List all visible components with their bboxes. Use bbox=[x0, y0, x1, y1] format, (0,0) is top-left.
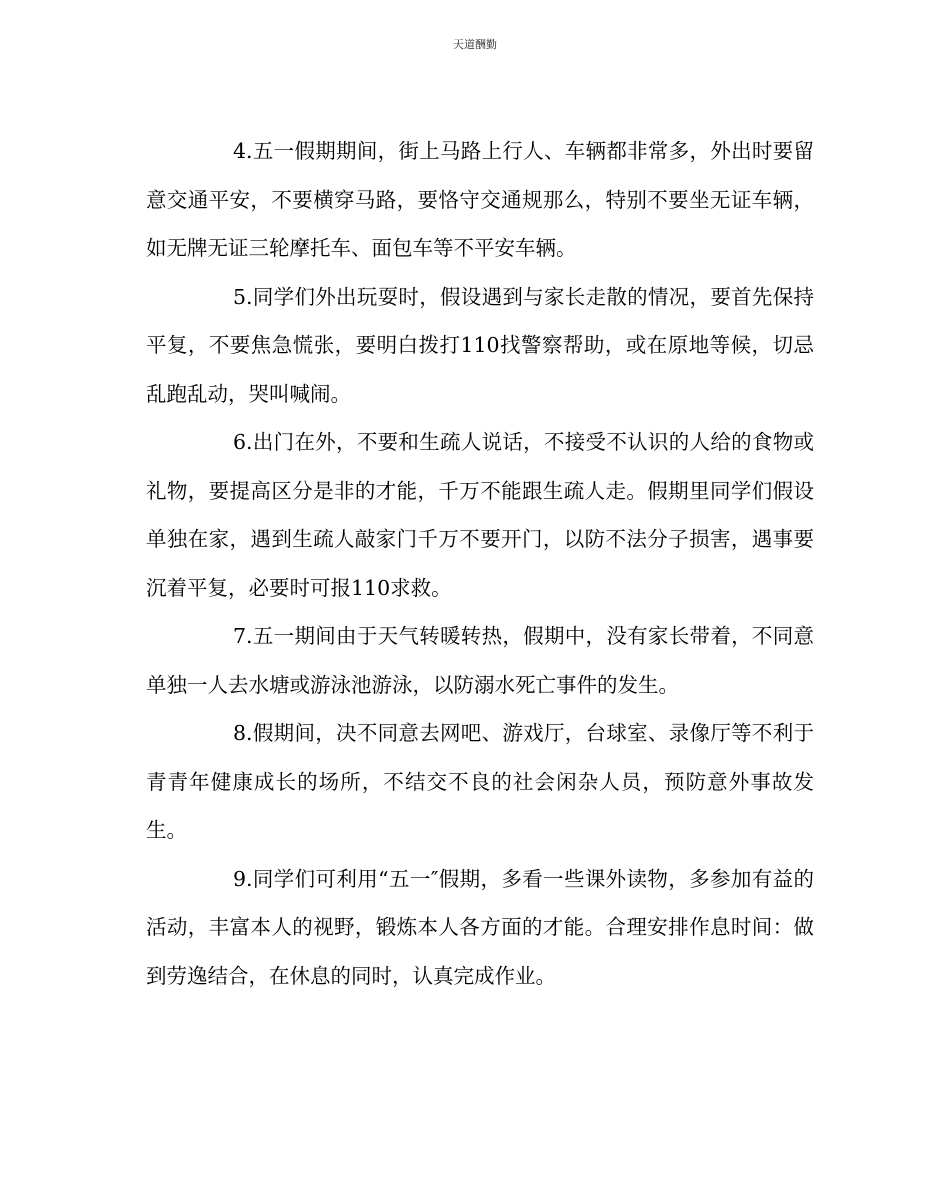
paragraph-item-7: 7.五一期间由于天气转暖转热，假期中，没有家长带着，不同意单独一人去水塘或游泳池游泳，以防溺水死亡事件的发生。 bbox=[146, 624, 814, 697]
paragraph-item-4: 4.五一假期期间，街上马路上行人、车辆都非常多，外出时要留意交通平安，不要横穿马路，要恪守交通规那么，特别不要坐无证车辆，如无牌无证三轮摩托车、面包车等不平安车辆。 bbox=[146, 139, 814, 260]
paragraph-item-5: 5.同学们外出玩耍时，假设遇到与家长走散的情况，要首先保持平复，不要焦急慌张，要明白拨打110找警察帮助，或在原地等候，切忌乱跑乱动，哭叫喊闹。 bbox=[146, 284, 814, 406]
page-header: 天道酬勤 bbox=[453, 38, 497, 51]
paragraph-item-8: 8.假期间，决不同意去网吧、游戏厅，台球室、录像厅等不利于青青年健康成长的场所，不结交不良的社会闲杂人员，预防意外事故发生。 bbox=[146, 721, 814, 842]
paragraph-item-6: 6.出门在外，不要和生疏人说话，不接受不认识的人给的食物或礼物，要提高区分是非的才能，千万不能跟生疏人走。假期里同学们假设单独在家，遇到生疏人敲家门千万不要开门，以防不法分子损害，遇事要沉着平复，必要时可报110求救。 bbox=[146, 430, 814, 600]
document-body bbox=[146, 127, 814, 1000]
paragraph-item-9: 9.同学们可利用“五一″假期，多看一些课外读物，多参加有益的活动，丰富本人的视野，锻炼本人各方面的才能。合理安排作息时间：做到劳逸结合，在休息的同时，认真完成作业。 bbox=[146, 866, 814, 988]
